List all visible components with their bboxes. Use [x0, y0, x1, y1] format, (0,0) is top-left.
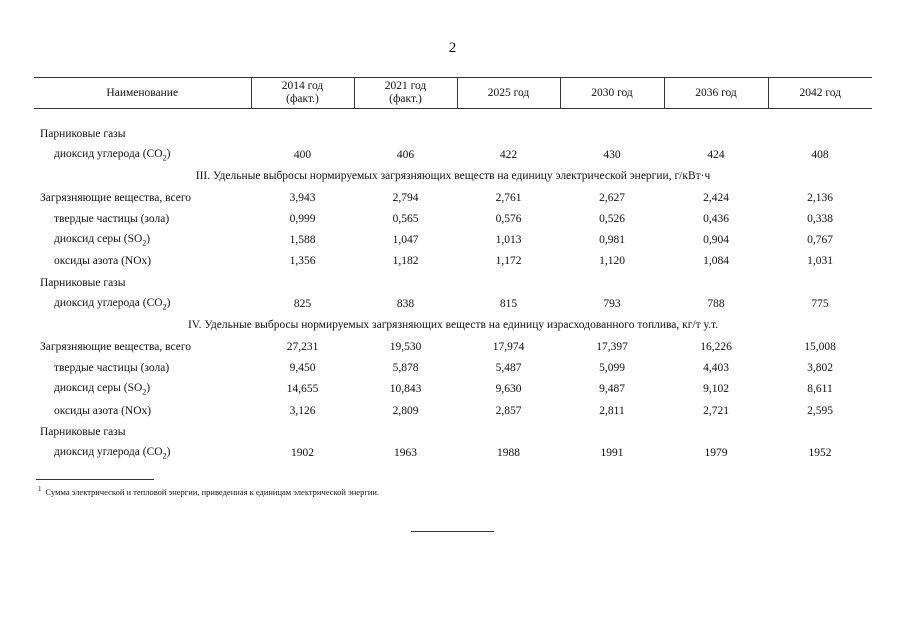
column-header-year: 2030 год	[560, 78, 664, 109]
value-cell: 9,102	[703, 383, 729, 396]
value-cell: 793	[603, 298, 621, 311]
value-cell: 2,136	[807, 191, 833, 204]
row-name	[34, 336, 251, 357]
value-cell: 1,182	[392, 255, 419, 268]
value-cell: 3,126	[289, 404, 316, 417]
table-row	[34, 251, 872, 272]
column-header-year: 2025 год	[457, 78, 560, 109]
table-row	[34, 336, 872, 357]
spacer-cell	[34, 109, 872, 124]
row-name-suffix: )	[166, 147, 171, 160]
value-cell: 0,436	[703, 212, 729, 225]
section-header-row	[34, 315, 872, 336]
row-name	[34, 251, 251, 272]
value-cell: 1952	[808, 447, 832, 460]
value-cell: 4,403	[703, 361, 729, 374]
table-row	[34, 400, 872, 421]
table-row	[34, 208, 872, 229]
value-cell: 1,031	[807, 255, 833, 268]
value-cell: 0,904	[703, 234, 729, 247]
value-cell: 5,487	[495, 361, 522, 374]
value-cell: 1902	[291, 447, 314, 460]
row-name-text: твердые частицы (зола)	[54, 361, 170, 374]
row-name-text: Загрязняющие вещества, всего	[40, 340, 192, 353]
value-cell: 3,802	[807, 361, 833, 374]
value-cell: 0,767	[807, 234, 833, 247]
footnote-divider	[36, 479, 154, 480]
group-label: Парниковые газы	[40, 276, 126, 289]
formula-subscript: 2	[142, 238, 147, 248]
value-cell: 400	[293, 148, 312, 161]
row-name-text: диоксид углерода (CO	[54, 296, 163, 309]
value-cell: 422	[499, 148, 518, 161]
value-cell: 27,231	[286, 340, 319, 353]
table-row	[34, 293, 872, 314]
value-cell: 2,761	[495, 191, 522, 204]
value-cell: 14,655	[286, 383, 319, 396]
value-cell: 1963	[394, 447, 417, 460]
value-cell: 1,120	[599, 255, 625, 268]
table-row	[34, 187, 872, 208]
value-cell: 1,084	[703, 255, 729, 268]
value-cell: 0,999	[289, 212, 316, 225]
column-header-year-note: (факт.)	[286, 93, 319, 105]
value-cell: 5,099	[599, 361, 625, 374]
value-cell: 775	[811, 298, 829, 311]
value-cell: 2,809	[392, 404, 419, 417]
row-name	[34, 379, 251, 400]
value-cell: 2,595	[807, 404, 833, 417]
value-cell: 10,843	[389, 383, 422, 396]
column-header-year	[251, 78, 354, 109]
row-name-text: диоксид углерода (CO	[54, 445, 163, 458]
row-name-text: оксиды азота (NOx)	[54, 404, 152, 417]
table-row	[34, 229, 872, 250]
column-header-year-label: 2021 год	[384, 80, 427, 92]
column-header-name: Наименование	[34, 78, 251, 109]
column-header-year-note: (факт.)	[389, 93, 422, 105]
column-header-year	[354, 78, 457, 109]
formula-subscript: 2	[162, 153, 167, 163]
column-header-year-label: 2014 год	[281, 80, 324, 92]
value-cell: 1991	[600, 447, 624, 460]
value-cell: 0,565	[392, 212, 419, 225]
value-cell: 5,878	[392, 361, 419, 374]
row-name	[34, 229, 251, 250]
formula-subscript: 2	[162, 302, 167, 312]
value-cell: 0,526	[599, 212, 625, 225]
value-cell: 2,627	[599, 191, 625, 204]
column-header-year: 2036 год	[664, 78, 768, 109]
section-header-row	[34, 166, 872, 187]
value-cell: 408	[811, 148, 829, 161]
row-name-text: оксиды азота (NOx)	[54, 255, 152, 268]
row-name-suffix: )	[146, 382, 151, 395]
formula-subscript: 2	[162, 451, 167, 461]
value-cell: 424	[707, 148, 725, 161]
group-label: Парниковые газы	[40, 425, 126, 438]
value-cell: 0,576	[495, 212, 522, 225]
value-cell: 430	[603, 148, 621, 161]
row-name-text: твердые частицы (зола)	[54, 212, 170, 225]
row-name-text: Загрязняющие вещества, всего	[40, 191, 192, 204]
table-row	[34, 357, 872, 378]
emissions-table	[34, 77, 872, 464]
value-cell: 16,226	[700, 340, 732, 353]
value-cell: 1,047	[392, 234, 419, 247]
value-cell: 1,172	[495, 255, 522, 268]
value-cell: 788	[707, 298, 725, 311]
spacer-row	[34, 109, 872, 124]
row-name	[34, 144, 251, 165]
value-cell: 1988	[497, 447, 520, 460]
value-cell: 406	[396, 148, 415, 161]
footnote-marker: 1	[38, 485, 42, 493]
value-cell: 0,338	[807, 212, 833, 225]
row-name	[34, 442, 251, 463]
value-cell: 9,450	[289, 361, 316, 374]
row-name-suffix: )	[166, 445, 171, 458]
value-cell: 15,008	[804, 340, 836, 353]
value-cell: 2,857	[495, 404, 522, 417]
footnote	[38, 485, 379, 497]
footnote-text: Сумма электрической и тепловой энергии, приведенная к единицам электрической энергии.	[45, 486, 380, 497]
row-name	[34, 208, 251, 229]
group-label-row	[34, 421, 872, 442]
value-cell: 2,811	[599, 404, 625, 417]
formula-subscript: 2	[142, 387, 147, 397]
row-name-suffix: )	[146, 232, 151, 245]
row-name	[34, 187, 251, 208]
value-cell: 1,588	[289, 234, 316, 247]
row-name-text: диоксид серы (SO	[54, 232, 143, 245]
value-cell: 2,721	[703, 404, 729, 417]
value-cell: 8,611	[807, 383, 833, 396]
end-divider	[411, 531, 494, 532]
group-label-row	[34, 123, 872, 144]
value-cell: 838	[396, 298, 415, 311]
table-row	[34, 379, 872, 400]
table-body	[34, 109, 872, 464]
table-row	[34, 442, 872, 463]
value-cell: 9,630	[495, 383, 522, 396]
value-cell: 17,397	[596, 340, 628, 353]
value-cell: 1979	[704, 447, 728, 460]
value-cell: 19,530	[389, 340, 422, 353]
row-name	[34, 293, 251, 314]
value-cell: 815	[499, 298, 518, 311]
row-name-text: диоксид серы (SO	[54, 382, 143, 395]
table-row	[34, 144, 872, 165]
value-cell: 0,981	[599, 234, 625, 247]
table-header-row	[34, 78, 872, 109]
value-cell: 2,424	[703, 191, 729, 204]
section-title: III. Удельные выбросы нормируемых загрязняющих веществ на единицу электрической энергии, г/кВт·ч	[195, 170, 711, 183]
section-title: IV. Удельные выбросы нормируемых загрязняющих веществ на единицу израсходованного топлива, кг/т у.т.	[187, 319, 719, 332]
value-cell: 2,794	[392, 191, 419, 204]
value-cell: 825	[293, 298, 312, 311]
row-name	[34, 400, 251, 421]
value-cell: 3,943	[289, 191, 316, 204]
value-cell: 1,013	[495, 234, 522, 247]
row-name-suffix: )	[166, 296, 171, 309]
group-label-row	[34, 272, 872, 293]
page-number: 2	[448, 40, 457, 56]
value-cell: 1,356	[289, 255, 316, 268]
group-label: Парниковые газы	[40, 127, 126, 140]
column-header-year: 2042 год	[768, 78, 872, 109]
value-cell: 17,974	[492, 340, 525, 353]
row-name-text: диоксид углерода (CO	[54, 147, 163, 160]
row-name	[34, 357, 251, 378]
value-cell: 9,487	[599, 383, 625, 396]
